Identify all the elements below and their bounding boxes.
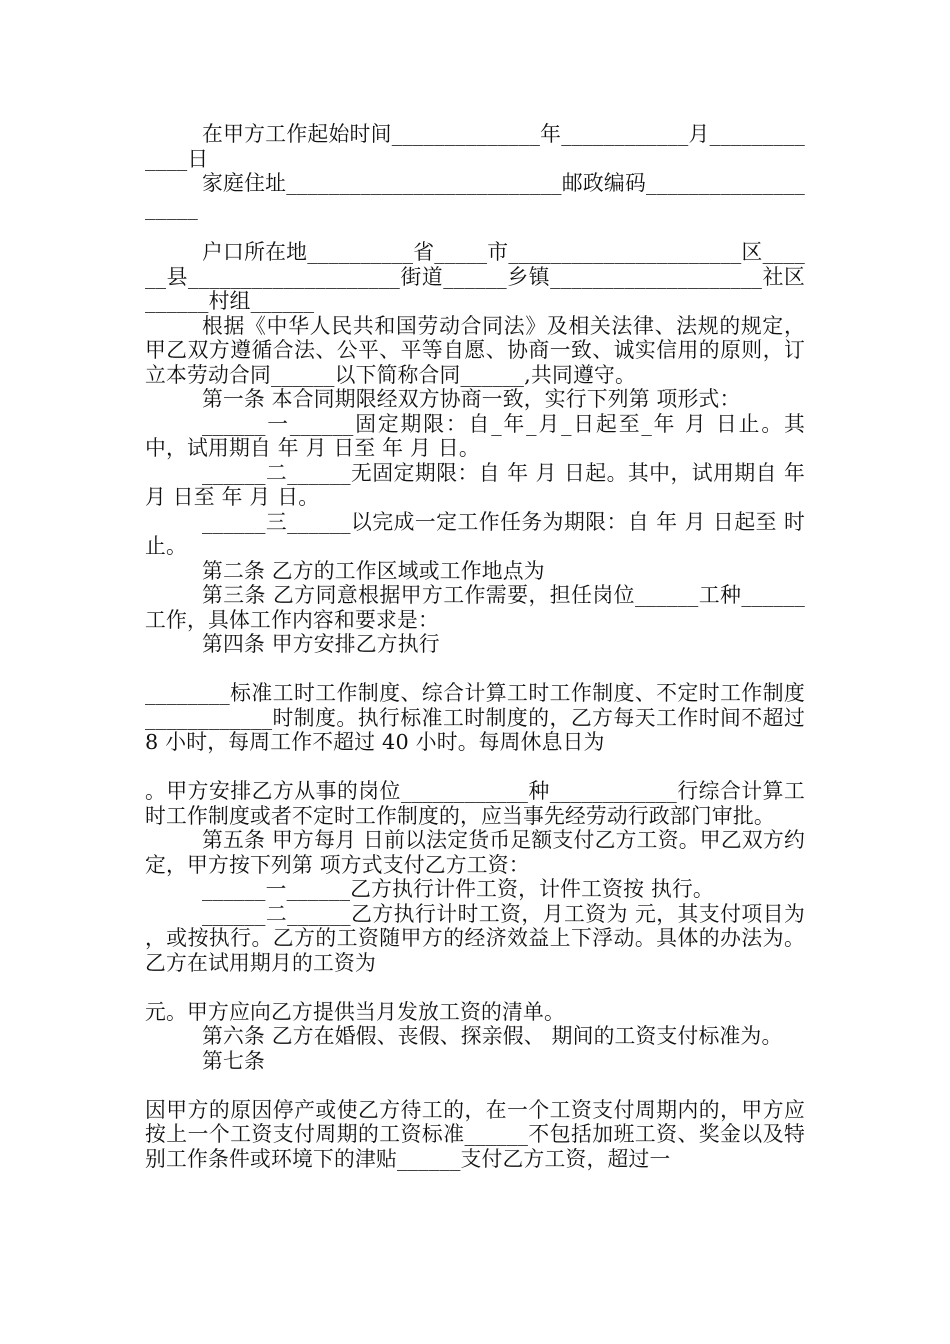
article-4-body: ________标准工时工作制度、综合计算工时工作制度、不定时工作制度____________时制度。执行标准工时制度的，乙方每天工作时间不超过 8 小时，每周工作不超过 40 小时。每周休息日为 [145,681,805,754]
spacer [145,220,805,240]
article-5-option-1: ______一______乙方执行计件工资，计件工资按 执行。 [202,877,714,901]
article-5-body: 元。甲方应向乙方提供当月发放工资的清单。 [145,999,565,1024]
article-1-option-1: ______一______固定期限：自_年_月_日起至_年 月 日止。其中，试用期自 年 月 日至 年 月 日。 [145,411,805,460]
article-3-paragraph: 第三条 乙方同意根据甲方工作需要，担任岗位______工种______工作，具体工作内容和要求是： [145,583,805,632]
article-7-heading: 第七条 [202,1048,265,1073]
article-4-body-continued: 。甲方安排乙方从事的岗位____________种____________行综合计算工时工作制度或者不定时工作制度的，应当事先经劳动行政部门审批。 [145,779,805,828]
article-6-paragraph: 第六条 乙方在婚假、丧假、探亲假、 期间的工资支付标准为。 [202,1024,783,1048]
preamble-paragraph: 根据《中华人民共和国劳动合同法》及相关法律、法规的规定，甲乙双方遵循合法、公平、平等自愿、协商一致、诚实信用的原则，订立本劳动合同______以下简称合同______,共同遵守。 [145,313,805,387]
spacer [145,975,805,1000]
household-registration-line: 户口所在地__________省_____市______________________区______县____________________街道______乡镇____________________社区______村组______ [145,240,805,313]
home-address-line: 家庭住址__________________________邮政编码____________________ [145,171,805,220]
document-body [145,122,805,1171]
spacer [145,1073,805,1098]
article-5-heading: 第五条 甲方每月 日前以法定货币足额支付乙方工资。甲乙双方约定，甲方按下列第 项方式支付乙方工资： [145,828,805,877]
article-1-option-3: ______三______以完成一定工作任务为期限：自 年 月 日起至 时止。 [145,509,805,558]
article-1-option-2: ______二______无固定期限：自 年 月 日起。其中，试用期自 年 月 日至 年 月 日。 [145,460,805,509]
spacer [145,657,805,682]
start-time-line: 在甲方工作起始时间______________年____________月_____________日 [145,122,805,171]
article-7-body: 因甲方的原因停产或使乙方待工的，在一个工资支付周期内的，甲方应按上一个工资支付周期的工资标准______不包括加班工资、奖金以及特别工作条件或环境下的津贴______支付乙方工资，超过一 [145,1097,805,1171]
article-5-option-2: ______二______乙方执行计时工资，月工资为 元，其支付项目为 ，或按执行。乙方的工资随甲方的经济效益上下浮动。具体的办法为。乙方在试用期月的工资为 [145,901,805,975]
article-4-heading: 第四条 甲方安排乙方执行 [202,632,440,656]
spacer [145,755,805,780]
article-1-heading: 第一条 本合同期限经双方协商一致，实行下列第 项形式： [202,387,741,411]
article-2-paragraph: 第二条 乙方的工作区域或工作地点为 [202,558,545,583]
